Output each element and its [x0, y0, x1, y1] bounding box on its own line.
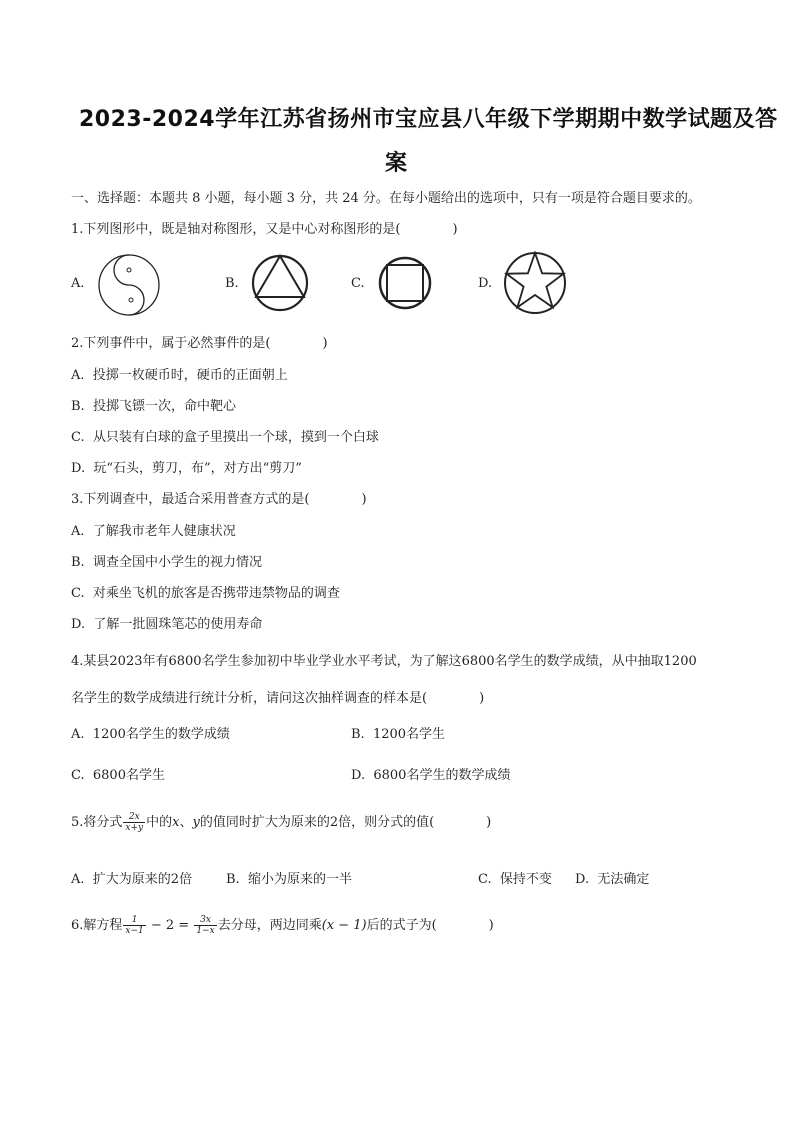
option-text: 调查全国中小学生的视力情况: [92, 555, 262, 570]
fraction-2x-over-x-plus-y: [123, 812, 145, 833]
option-text: 投掷一枚硬币时，硬币的正面朝上: [92, 368, 288, 383]
q5-option-b: [226, 868, 352, 887]
stem-suffix: 后的式子为( ): [366, 918, 494, 933]
q3-option-c: [71, 582, 340, 601]
q4-option-b: [351, 723, 445, 742]
option-label: A.: [71, 368, 85, 383]
option-text: 玩“石头，剪刀，布”，对方出“剪刀”: [93, 461, 302, 476]
fraction-1-over-x-minus-1: [123, 915, 145, 936]
fraction-numerator: 2x: [123, 812, 145, 823]
q3-option-d: [71, 613, 262, 632]
question-3-stem: 3.下列调查中，最适合采用普查方式的是( ): [71, 492, 367, 507]
option-label: C.: [71, 586, 85, 601]
option-label: C.: [71, 768, 85, 783]
stem-mid: 去分母，两边同乘: [217, 918, 322, 933]
option-text: 了解我市老年人健康状况: [92, 524, 236, 539]
minus-two-equals: − 2 =: [146, 918, 194, 933]
option-label: D.: [71, 617, 86, 632]
q1-option-d-label: D.: [478, 276, 493, 291]
option-label: A.: [71, 727, 85, 742]
option-text: 1200名学生的数学成绩: [92, 727, 230, 742]
q5-option-c: [478, 868, 552, 887]
fraction-numerator: 3x: [194, 915, 216, 926]
q3-option-b: [71, 551, 262, 570]
question-2-stem: 2.下列事件中，属于必然事件的是( ): [71, 336, 328, 351]
circle-inscribed-square-icon: [378, 255, 432, 311]
variable-x: x: [172, 815, 180, 830]
fraction-3x-over-1-minus-x: [194, 915, 216, 936]
question-1-stem: 1.下列图形中，既是轴对称图形，又是中心对称图形的是( ): [71, 222, 458, 237]
fraction-numerator: 1: [123, 915, 145, 926]
factor-x-minus-1: (x − 1): [321, 918, 367, 933]
stem-prefix: 6.解方程: [71, 918, 123, 933]
taiji-icon: [97, 253, 161, 317]
fraction-denominator: 1−x: [196, 926, 215, 936]
q5-option-a: [71, 868, 192, 887]
option-label: D.: [71, 461, 86, 476]
question-5-stem: [71, 811, 491, 833]
question-6-stem: [71, 914, 494, 936]
q2-option-b: [71, 395, 236, 414]
q3-option-a: [71, 520, 236, 539]
option-label: D.: [351, 768, 366, 783]
stem-prefix: 5.将分式: [71, 815, 123, 830]
section-header: 一、选择题：本题共 8 小题，每小题 3 分，共 24 分。在每小题给出的选项中，只有一项是符合题目要求的。: [71, 191, 701, 206]
option-text: 从只装有白球的盒子里摸出一个球，摸到一个白球: [92, 430, 379, 445]
option-label: C.: [478, 872, 492, 887]
fraction-denominator: x−1: [125, 926, 144, 936]
option-text: 1200名学生: [372, 727, 446, 742]
q1-option-c-label: C.: [351, 276, 365, 291]
option-label: B.: [71, 399, 85, 414]
question-4-stem-line1: 4.某县2023年有6800名学生参加初中毕业学业水平考试，为了解这6800名学生的数学成绩，从中抽取1200: [71, 654, 697, 669]
document-title-line2: 案: [385, 151, 408, 176]
circle-inscribed-triangle-icon: [251, 253, 309, 313]
option-label: B.: [71, 555, 85, 570]
q2-option-d: [71, 457, 302, 476]
q2-option-a: [71, 364, 288, 383]
option-label: C.: [71, 430, 85, 445]
q1-option-a-label: A.: [71, 276, 85, 291]
option-text: 对乘坐飞机的旅客是否携带违禁物品的调查: [92, 586, 340, 601]
option-text: 扩大为原来的2倍: [92, 872, 193, 887]
option-text: 无法确定: [597, 872, 650, 887]
option-text: 6800名学生的数学成绩: [373, 768, 511, 783]
option-label: D.: [575, 872, 590, 887]
option-label: A.: [71, 524, 85, 539]
option-text: 了解一批圆珠笔芯的使用寿命: [93, 617, 263, 632]
q5-option-d: [575, 868, 649, 887]
separator: 、: [179, 815, 193, 830]
option-label: B.: [351, 727, 365, 742]
q2-option-c: [71, 426, 379, 445]
q4-option-a: [71, 723, 230, 742]
stem-suffix: 的值同时扩大为原来的2倍，则分式的值( ): [199, 815, 492, 830]
option-text: 6800名学生: [92, 768, 165, 783]
circle-inscribed-star-icon: [503, 251, 567, 315]
option-text: 保持不变: [499, 872, 552, 887]
document-title-line1: 2023-2024学年江苏省扬州市宝应县八年级下学期期中数学试题及答: [79, 107, 778, 132]
stem-mid: 中的: [146, 815, 173, 830]
question-4-stem-line2: 名学生的数学成绩进行统计分析，请问这次抽样调查的样本是( ): [71, 691, 485, 706]
option-text: 缩小为原来的一半: [247, 872, 352, 887]
q1-option-b-label: B.: [225, 276, 239, 291]
fraction-denominator: x+y: [125, 823, 144, 833]
option-label: A.: [71, 872, 85, 887]
variable-y: y: [192, 815, 200, 830]
option-label: B.: [226, 872, 240, 887]
q4-option-d: [351, 764, 510, 783]
option-text: 投掷飞镖一次，命中靶心: [92, 399, 236, 414]
q4-option-c: [71, 764, 165, 783]
